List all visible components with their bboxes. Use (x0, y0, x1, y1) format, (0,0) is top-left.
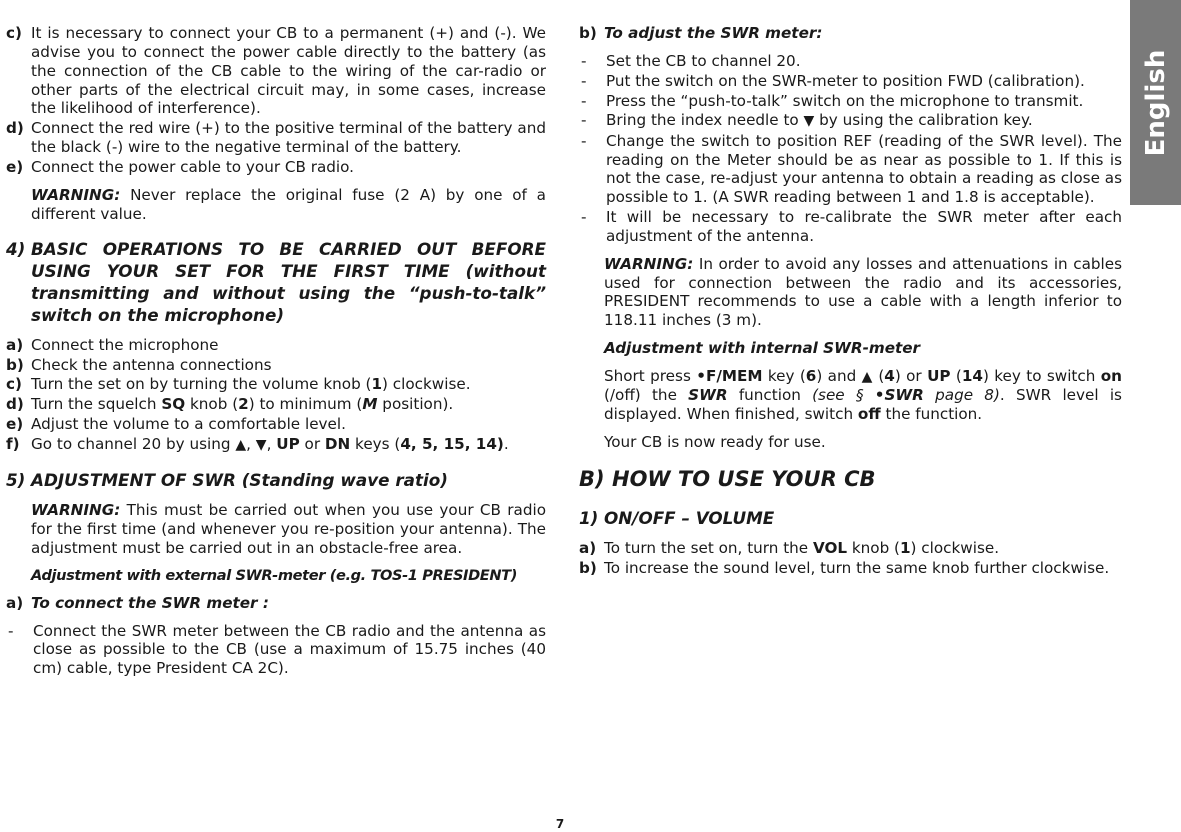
subheading-internal: Adjustment with internal SWR-meter (604, 339, 921, 358)
ready-text: Your CB is now ready for use. (604, 433, 826, 452)
list-item: a) To turn the set on, turn the VOL knob (1) clockwise. (579, 538, 1000, 557)
section-heading-1: 1) ON/OFF – VOLUME (579, 507, 775, 528)
list-item: a) Connect the microphone (6, 335, 219, 354)
language-tab (1130, 0, 1181, 205)
list-item: - Set the CB to channel 20. (581, 51, 801, 70)
language-tab-label: English (1140, 49, 1171, 156)
list-item: e) Adjust the volume to a comfortable level. (6, 415, 346, 434)
list-item: - Change the switch to position REF (reading of the SWR level). The reading on the Meter should be as near as possible to 1. If this is not the case, re-adjust your antenna to obtain a reading as close as possible to 1. (A SWR reading between 1 and 1.8 is acceptable). (581, 131, 1122, 207)
list-item: d) Turn the squelch SQ knob (2) to minimum (M position). (6, 395, 454, 414)
page-number: 7 (555, 817, 565, 831)
warning-swr: WARNING: This must be carried out when you use your CB radio for the first time (and whenever you re-position your antenna). The adjustment must be carried out in an obstacle-free area. (31, 501, 546, 557)
list-item: c) It is necessary to connect your CB to a permanent (+) and (-). We advise you to connect the power cable directly to the battery (as the connection of the CB cable to the wiring of the car-radio or other parts of the electrical circuit may, in some cases, increase the likelihood of interference). (6, 24, 546, 118)
triangle-down-icon: ▼ (803, 113, 815, 130)
list-item: - It will be necessary to re-calibrate the SWR meter after each adjustment of the antenna. (581, 208, 1122, 245)
list-item: - Press the “push-to-talk” switch on the microphone to transmit. (581, 91, 1084, 110)
list-item: e) Connect the power cable to your CB radio. (6, 157, 355, 176)
short-press-instructions: Short press •F/MEM key (6) and ▲ (4) or UP (14) key to switch on (/off) the SWR function (see § •SWR page 8). SWR level is displayed. When finished, switch off the function. (604, 367, 1122, 424)
list-item: b) Check the antenna connections (6, 355, 272, 374)
list-item: a) To connect the SWR meter : (6, 593, 269, 612)
list-item: d) Connect the red wire (+) to the positive terminal of the battery and the black (-) wire to the negative terminal of the battery. (6, 119, 546, 157)
triangle-up-icon: ▲ (235, 436, 247, 453)
subheading-external: Adjustment with external SWR-meter (e.g. TOS-1 PRESIDENT) (31, 566, 518, 584)
warning-cable: WARNING: In order to avoid any losses and attenuations in cables used for connection between the radio and its accessories, PRESIDENT recommends to use a cable with a length inferior to 118.11 inches (3 m). (604, 254, 1122, 330)
list-item: c) Turn the set on by turning the volume knob (1) clockwise. (6, 375, 471, 394)
warning-fuse: WARNING: Never replace the original fuse (2 A) by one of a different value. (31, 185, 546, 223)
list-item: b) To increase the sound level, turn the same knob further clockwise. (579, 558, 1110, 577)
triangle-down-icon: ▼ (255, 436, 267, 453)
list-item: - Put the switch on the SWR-meter to position FWD (calibration). (581, 71, 1085, 90)
section-heading-4: 4) BASIC OPERATIONS TO BE CARRIED OUT BEFORE USING YOUR SET FOR THE FIRST TIME (without transmitting and without using the “push-to-talk” switch on the microphone) (6, 239, 546, 325)
list-item: - Bring the index needle to ▼ by using the calibration key. (581, 111, 1033, 130)
left-column (6, 24, 546, 679)
list-item: b) To adjust the SWR meter: (579, 24, 823, 42)
section-heading-B: B) HOW TO USE YOUR CB (579, 466, 876, 491)
section-heading-5: 5) ADJUSTMENT OF SWR (Standing wave ratio) (6, 470, 448, 491)
right-column (579, 24, 1122, 578)
list-item: f) Go to channel 20 by using ▲, ▼, UP or DN keys (4, 5, 15, 14). (6, 434, 509, 453)
list-item: - Connect the SWR meter between the CB radio and the antenna as close as possible to the CB (use a maximum of 15.75 inches (40 cm) cable, type President CA 2C). (8, 621, 546, 678)
triangle-up-icon: ▲ (861, 369, 873, 386)
